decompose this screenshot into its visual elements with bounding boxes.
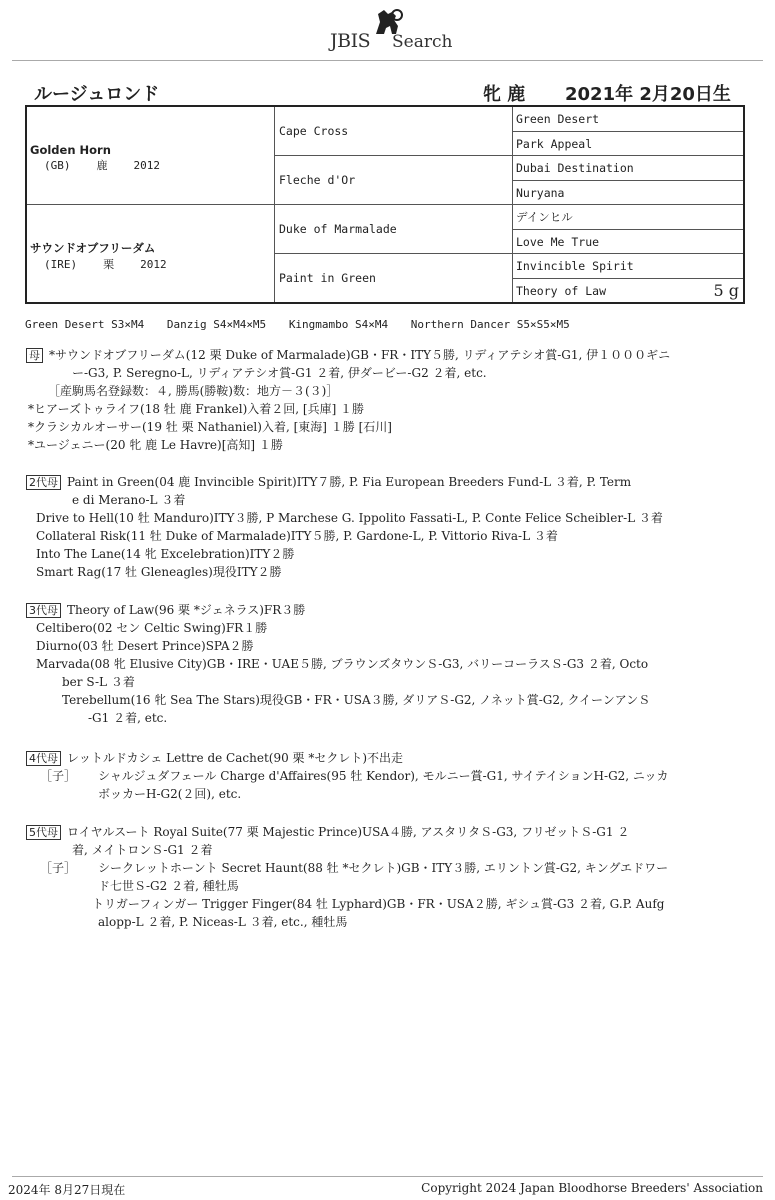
g2-line-6: Smart Rag(17 牡 Gleneagles)現役ITY２勝 bbox=[36, 565, 282, 579]
pedigree-g3-6: Love Me True bbox=[513, 230, 743, 254]
g2-line-1: Paint in Green(04 鹿 Invincible Spirit)ITY７勝, P. Fia European Breeders Fund-L ３着, P. Term bbox=[67, 475, 632, 489]
pedigree-sire-sire: Cape Cross bbox=[275, 107, 513, 156]
pedigree-dam bbox=[27, 205, 275, 302]
g4-line-1: レットルドカシェ Lettre de Cachet(90 栗 *セクレト)不出走 bbox=[67, 751, 404, 765]
g2-line-5: Into The Lane(14 牝 Excelebration)ITY２勝 bbox=[36, 547, 295, 561]
pedigree-dam-sire: Duke of Marmalade bbox=[275, 205, 513, 254]
sire-color: 鹿 bbox=[96, 159, 108, 172]
g3-line-2: Celtibero(02 セン Celtic Swing)FR１勝 bbox=[36, 621, 268, 635]
sire-details bbox=[30, 157, 274, 173]
jbis-logo[interactable] bbox=[330, 8, 460, 52]
pedigree-g3-8-name: Theory of Law bbox=[516, 283, 607, 298]
inbreed-1: Green Desert S3×M4 bbox=[25, 318, 145, 331]
inbreed-3: Kingmambo S4×M4 bbox=[288, 318, 389, 331]
g3-line-6: Terebellum(16 牝 Sea The Stars)現役GB・FR・USA３勝, ダリアＳ-G2, ノネット賞-G2, クイーンアンＳ bbox=[62, 693, 651, 707]
g2-line-2: e di Merano-L ３着 bbox=[72, 493, 186, 507]
inbreed-4: Northern Dancer S5×S5×M5 bbox=[410, 318, 570, 331]
pedigree-g3-4: Nuryana bbox=[513, 181, 743, 205]
g2-line-3: Drive to Hell(10 牡 Manduro)ITY３勝, P Marchese G. Ippolito Fassati-L, P. Conte Felice Scheibler-L ３着 bbox=[36, 511, 663, 525]
pedigree-g3-7: Invincible Spirit bbox=[513, 254, 743, 279]
sire-year: 2012 bbox=[133, 159, 160, 172]
g3-tag: 3代母 bbox=[26, 603, 61, 618]
logo-jbis-text: JBIS bbox=[330, 30, 371, 52]
g5-tag: 5代母 bbox=[26, 825, 61, 840]
g4-child-label: ［子］ bbox=[40, 769, 77, 783]
g3-line-4: Marvada(08 牝 Elusive City)GB・IRE・UAE５勝, ブラウンズタウンＳ-G3, バリーコーラスＳ-G3 ２着, Octo bbox=[36, 657, 649, 671]
header-divider bbox=[12, 60, 763, 61]
g3-line-7: -G1 ２着, etc. bbox=[88, 711, 168, 725]
footer-copyright: Copyright 2024 Japan Bloodhorse Breeders' Association bbox=[421, 1181, 763, 1195]
pedigree-g3-1: Green Desert bbox=[513, 107, 743, 132]
dam-tag: 母 bbox=[26, 348, 43, 363]
logo-search-text: Search bbox=[392, 32, 453, 52]
pedigree-table bbox=[25, 105, 745, 304]
dam-country: (IRE) bbox=[44, 258, 78, 271]
g3-section bbox=[26, 601, 726, 727]
g2-tag: 2代母 bbox=[26, 475, 61, 490]
footer-divider bbox=[12, 1176, 763, 1177]
g3-line-5: ber S-L ３着 bbox=[62, 675, 135, 689]
g4-line-3: シャルジュダフェール Charge d'Affaires(95 牡 Kendor), モルニー賞-G1, サイテイションH-G2, ニッカ bbox=[98, 769, 669, 783]
dam-line-1: *サウンドオブフリーダム(12 栗 Duke of Marmalade)GB・FR・ITY５勝, リディアテシオ賞-G1, 伊１０００ギニ bbox=[49, 348, 671, 362]
dam-color: 栗 bbox=[103, 258, 115, 271]
pedigree-dam-dam: Paint in Green bbox=[275, 254, 513, 302]
g5-line-7: alopp-L ２着, P. Niceas-L ３着, etc., 種牡馬 bbox=[98, 915, 348, 929]
dam-line-3: ［産駒馬名登録数：４, 勝馬(勝鞍)数：地方－３(３)］ bbox=[48, 384, 339, 398]
g5-section bbox=[26, 823, 726, 931]
dam-line-6: *ユージェニー(20 牝 鹿 Le Havre)[高知] １勝 bbox=[28, 438, 283, 452]
horse-sex-color: 牝 鹿 bbox=[483, 84, 526, 105]
footer-date: 2024年 8月27日現在 bbox=[8, 1183, 126, 1197]
g4-tag: 4代母 bbox=[26, 751, 61, 766]
g5-child-label: ［子］ bbox=[40, 861, 77, 875]
g2-line-4: Collateral Risk(11 牡 Duke of Marmalade)ITY５勝, P. Gardone-L, P. Vittorio Riva-L ３着 bbox=[36, 529, 558, 543]
g3-line-1: Theory of Law(96 栗 *ジェネラス)FR３勝 bbox=[67, 603, 306, 617]
sire-name: Golden Horn bbox=[30, 143, 111, 157]
inbreeding-line bbox=[25, 318, 586, 331]
g5-line-1: ロイヤルスート Royal Suite(77 栗 Majestic Prince)USA４勝, アスタリタＳ-G3, フリゼットＳ-G1 ２ bbox=[67, 825, 630, 839]
g3-line-3: Diurno(03 牡 Desert Prince)SPA２勝 bbox=[36, 639, 254, 653]
dam-year: 2012 bbox=[140, 258, 167, 271]
horse-name: ルージュロンド bbox=[34, 84, 160, 105]
g5-line-6: トリガーフィンガー Trigger Finger(84 牡 Lyphard)GB・FR・USA２勝, ギシュ賞-G3 ２着, G.P. Aufg bbox=[92, 897, 665, 911]
dam-name: サウンドオブフリーダム bbox=[30, 241, 156, 255]
g4-line-4: ボッカーH-G2(２回), etc. bbox=[98, 787, 242, 801]
horse-birth-date: 2021年 2月20日生 bbox=[565, 84, 731, 105]
dam-section bbox=[26, 346, 726, 454]
pedigree-sire-dam: Fleche d'Or bbox=[275, 156, 513, 205]
pedigree-g3-8 bbox=[513, 279, 743, 302]
inbreed-2: Danzig S4×M4×M5 bbox=[166, 318, 267, 331]
g5-line-5: ド七世Ｓ-G2 ２着, 種牡馬 bbox=[98, 879, 239, 893]
pedigree-sire bbox=[27, 107, 275, 205]
dam-line-5: *クラシカルオーサー(19 牡 栗 Nathaniel)入着, [東海] １勝 [石川] bbox=[28, 420, 392, 434]
font-note: 5 g bbox=[713, 281, 739, 300]
pedigree-g3-5: デインヒル bbox=[513, 205, 743, 230]
dam-line-4: *ヒアーズトゥライフ(18 牡 鹿 Frankel)入着２回, [兵庫] １勝 bbox=[28, 402, 365, 416]
pedigree-g3-3: Dubai Destination bbox=[513, 156, 743, 181]
g4-section bbox=[26, 749, 726, 803]
dam-details bbox=[30, 256, 274, 272]
pedigree-g3-2: Park Appeal bbox=[513, 132, 743, 156]
g5-line-4: シークレットホーント Secret Haunt(88 牡 *セクレト)GB・ITY３勝, エリントン賞-G2, キングエドワー bbox=[98, 861, 669, 875]
dam-line-2: ー-G3, P. Seregno-L, リディアテシオ賞-G1 ２着, 伊ダービー-G2 ２着, etc. bbox=[72, 366, 487, 380]
g5-line-2: 着, メイトロンＳ-G1 ２着 bbox=[72, 843, 213, 857]
g2-section bbox=[26, 473, 726, 581]
sire-country: (GB) bbox=[44, 159, 71, 172]
